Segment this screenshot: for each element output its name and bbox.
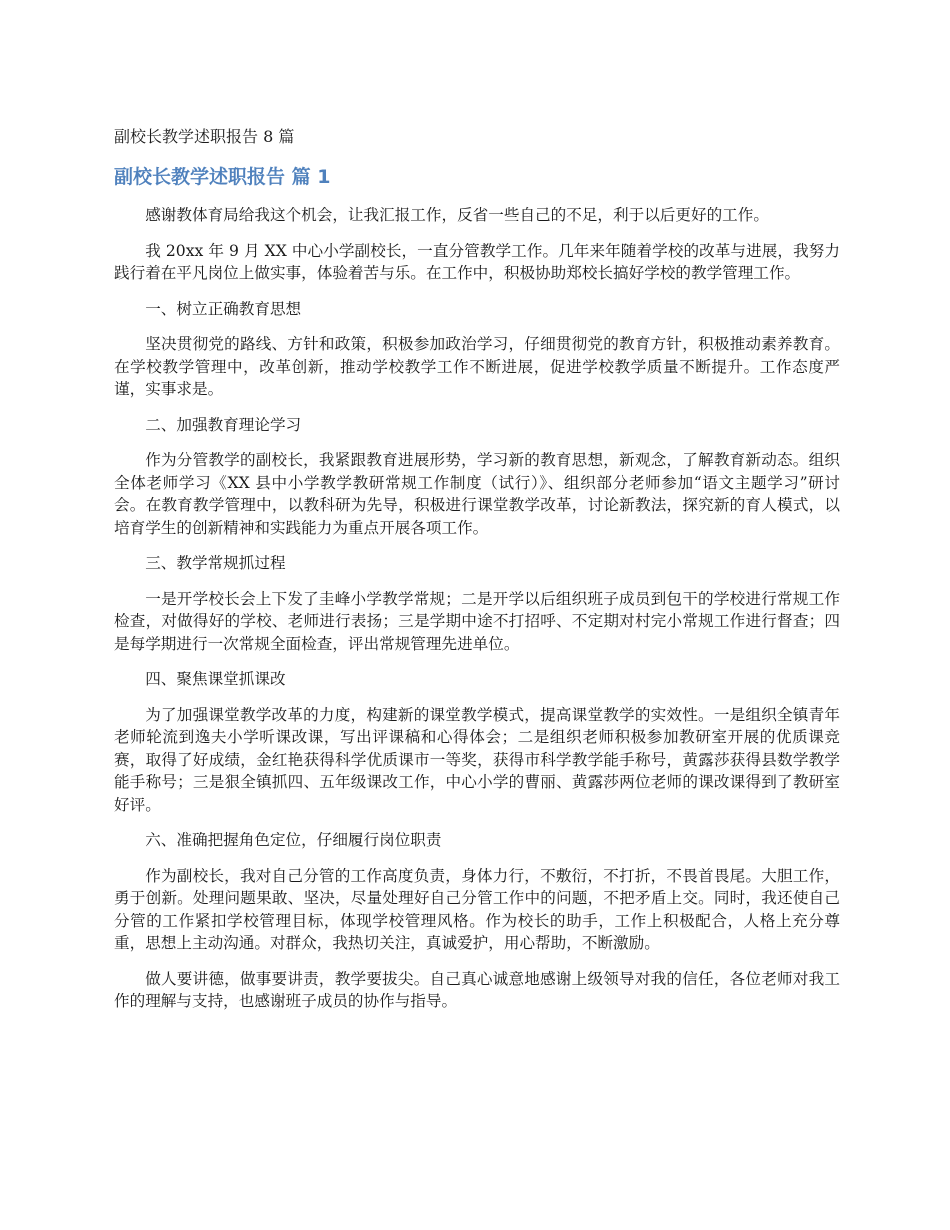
paragraph-4: 为了加强课堂教学改革的力度，构建新的课堂教学模式，提高课堂教学的实效性。一是组织全镇青年老师轮流到逸夫小学听课改课，写出评课稿和心得体会；二是组织老师积极参加教研室开展的优质课竞赛，取得了好成绩，金红艳获得科学优质课市一等奖，获得市科学教学能手称号，黄露莎获得县数学教学能手称号；三是狠全镇抓四、五年级课改工作，中心小学的曹丽、黄露莎两位老师的课改课得到了教研室好评。 [114,705,840,814]
paragraph-intro: 感谢教体育局给我这个机会，让我汇报工作，反省一些自己的不足，利于以后更好的工作。 [145,206,769,224]
subheading-6: 六、准确把握角色定位，仔细履行岗位职责 [145,831,442,849]
paragraph-1: 坚决贯彻党的路线、方针和政策，积极参加政治学习，仔细贯彻党的教育方针，积极推动素养教育。在学校教学管理中，改革创新，推动学校教学工作不断进展，促进学校教学质量不断提升。工作态度严谨，实事求是。 [114,335,840,398]
subheading-2: 二、加强教育理论学习 [145,415,302,434]
paragraph-6: 作为副校长，我对自己分管的工作高度负责，身体力行，不敷衍，不打折，不畏首畏尾。大胆工作，勇于创新。处理问题果敢、坚决，尽量处理好自己分管工作中的问题，不把矛盾上交。同时，我还使自己分管的工作紧扣学校管理目标，体现学校管理风格。作为校长的助手，工作上积极配合，人格上充分尊重，思想上主动沟通。对群众，我热切关注，真诚爱护，用心帮助，不断激励。 [114,866,840,952]
subheading-3: 三、教学常规抓过程 [145,554,286,572]
paragraph-background: 我 20xx 年 9 月 XX 中心小学副校长，一直分管教学工作。几年来年随着学校的改革与进展，我努力践行着在平凡岗位上做实事，体验着苦与乐。在工作中，积极协助郑校长搞好学校的教学管理工作。 [114,241,840,282]
paragraph-3: 一是开学校长会上下发了圭峰小学教学常规；二是开学以后组织班子成员到包干的学校进行常规工作检查，对做得好的学校、老师进行表扬；三是学期中途不打招呼、不定期对村完小常规工作进行督查；四是每学期进行一次常规全面检查，评出常规管理先进单位。 [114,589,840,653]
subheading-1: 一、树立正确教育思想 [145,299,302,318]
document-title: 副校长教学述职报告 8 篇 [114,127,295,146]
subheading-4: 四、聚焦课堂抓课改 [145,670,286,688]
paragraph-2: 作为分管教学的副校长，我紧跟教育进展形势，学习新的教育思想，新观念，了解教育新动态。组织全体老师学习《XX 县中小学教学教研常规工作制度（试行）》、组织部分老师参加“语文主题学习”研讨会。在教育教学管理中，以教科研为先导，积极进行课堂教学改革，讨论新教法，探究新的育人模式，以培育学生的创新精神和实践能力为重点开展各项工作。 [114,451,840,537]
section-heading: 副校长教学述职报告 篇 1 [114,166,331,188]
document-body [114,126,840,1026]
paragraph-closing: 做人要讲德，做事要讲责，教学要拔尖。自己真心诚意地感谢上级领导对我的信任，各位老师对我工作的理解与支持，也感谢班子成员的协作与指导。 [114,969,840,1010]
